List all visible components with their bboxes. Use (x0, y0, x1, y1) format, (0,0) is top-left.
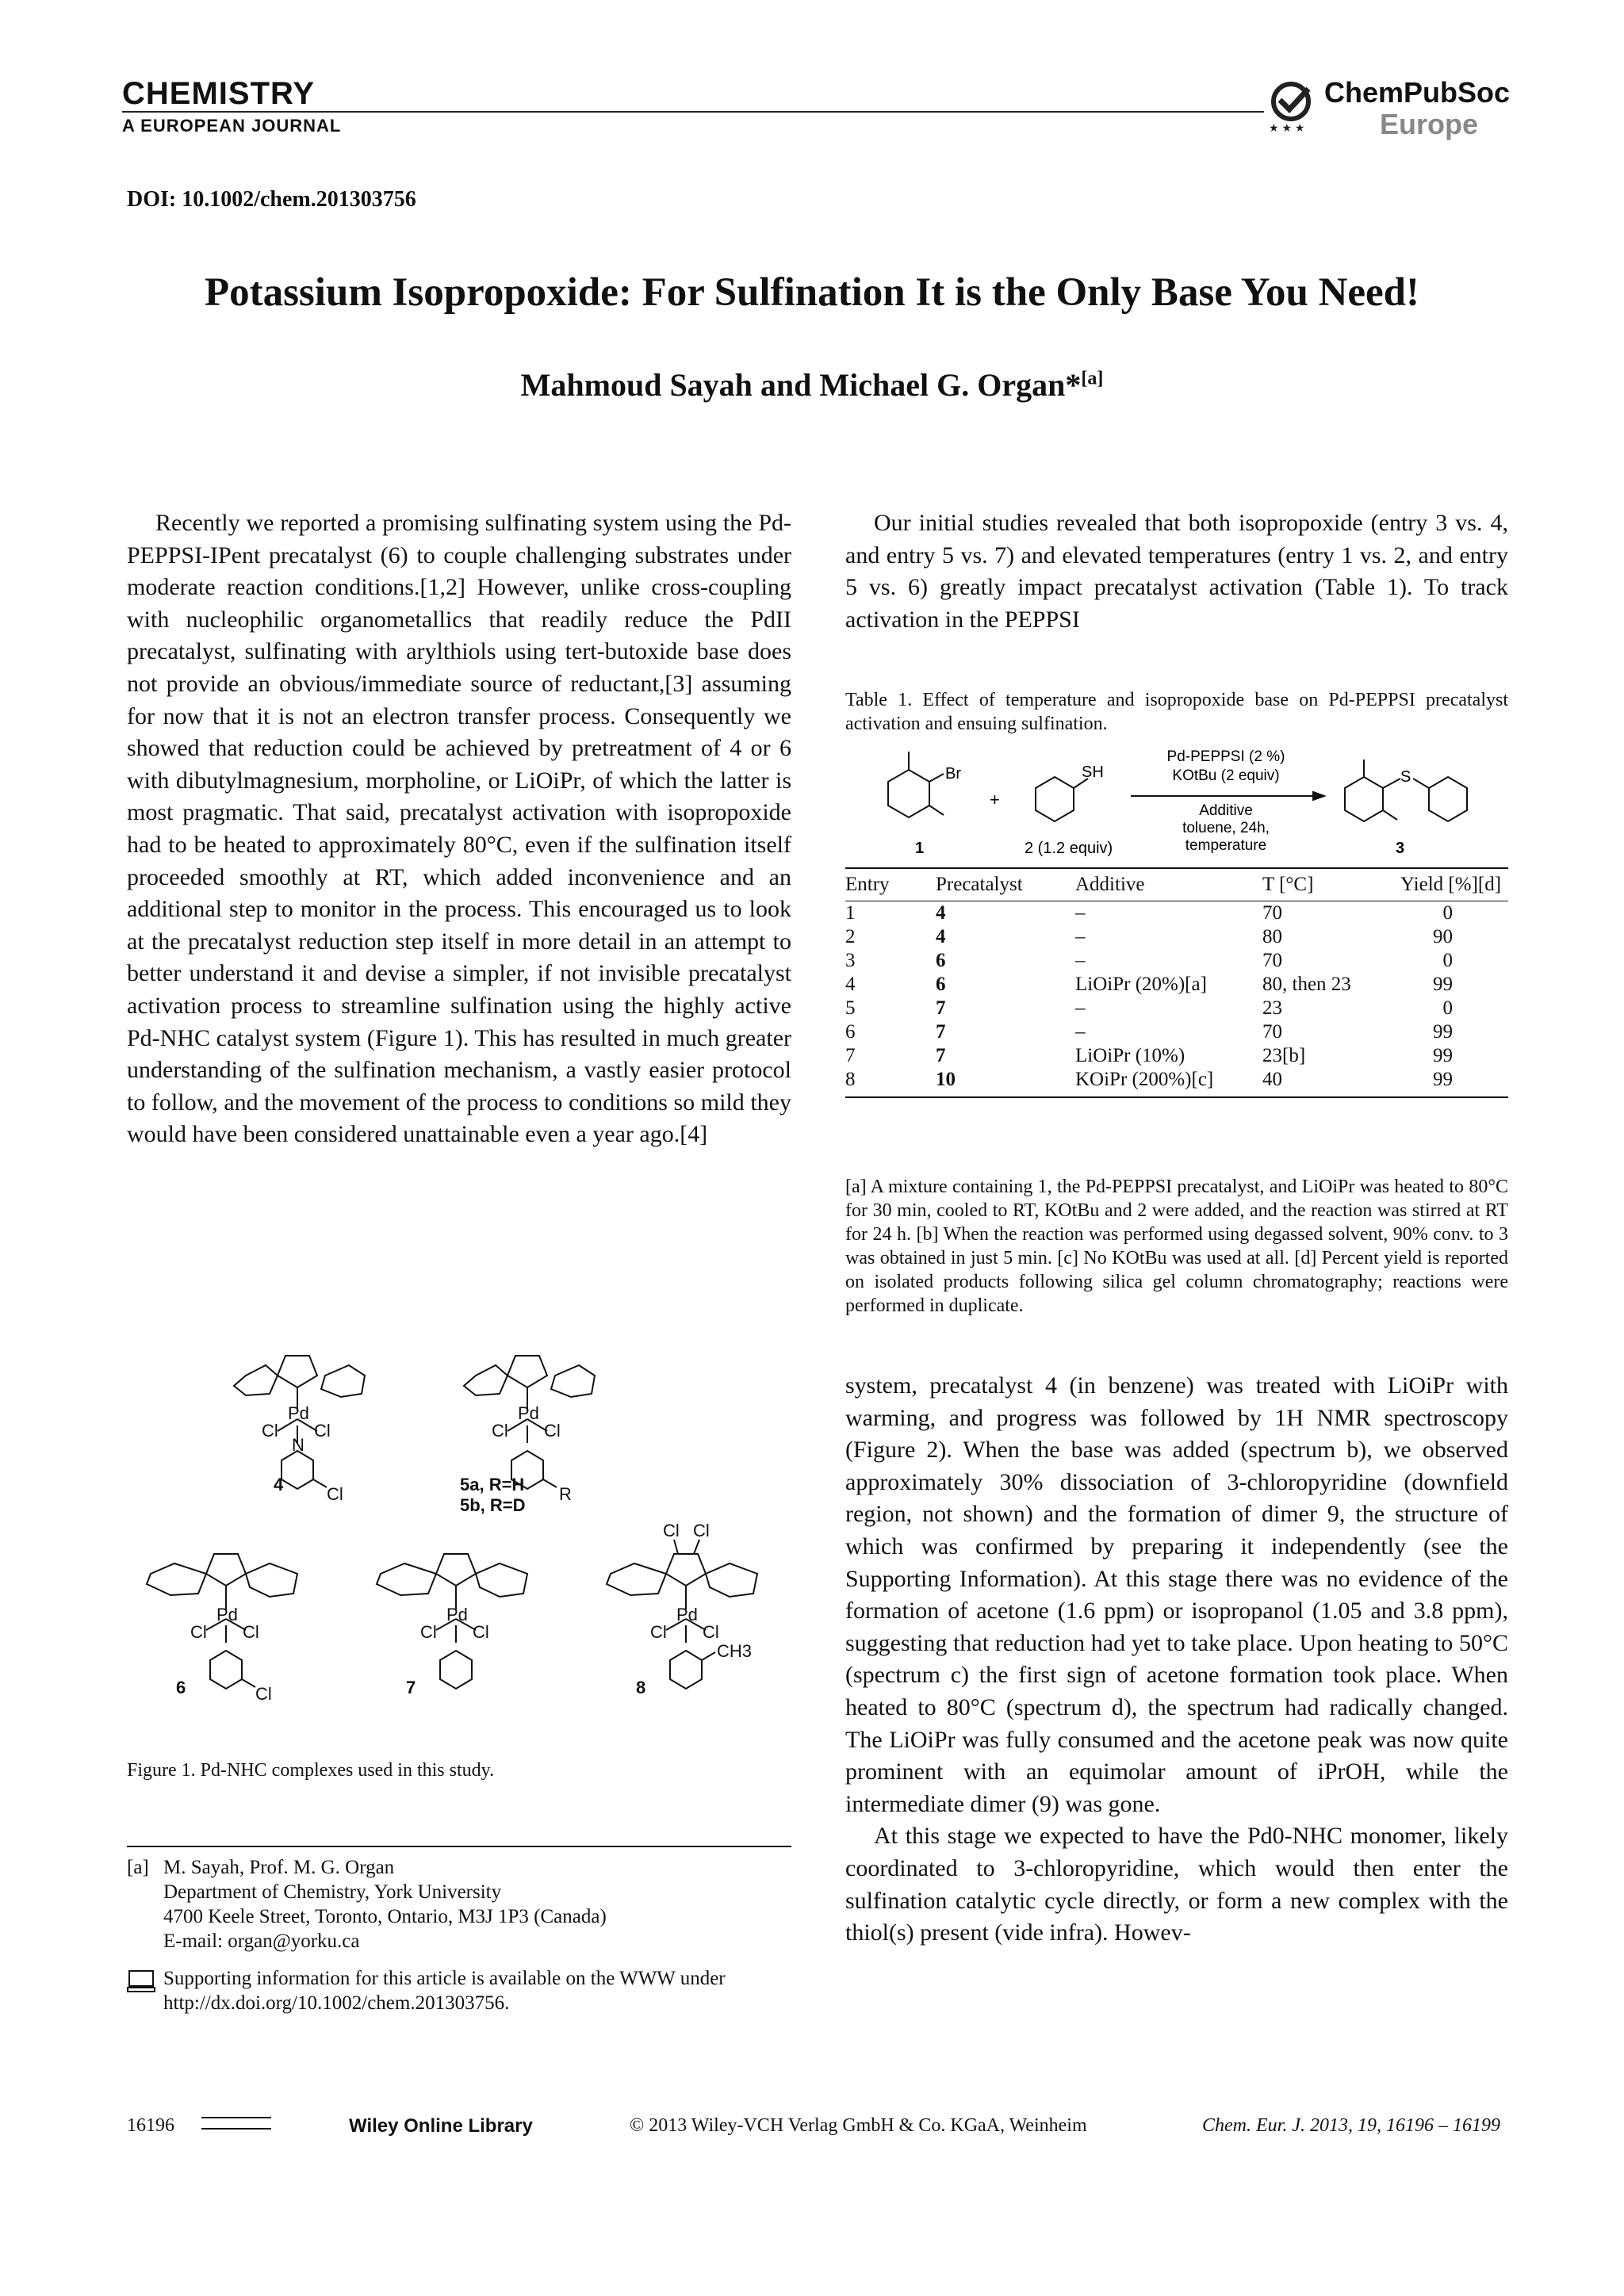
publisher-logo-subtext: Europe (1380, 108, 1479, 140)
arrow-text-2: KOtBu (2 equiv) (1172, 767, 1280, 784)
pd-label-4: Pd (288, 1403, 309, 1423)
footer-rule-bottom (201, 2128, 271, 2130)
temperature-cell: 80, then 23 (1262, 974, 1351, 995)
temperature-cell: 70 (1262, 902, 1282, 924)
precatalyst-cell: 4 (936, 902, 946, 924)
cl-label-7b: Cl (473, 1622, 489, 1642)
precatalyst-cell: 10 (936, 1069, 956, 1090)
precatalyst-cell: 6 (936, 974, 946, 995)
cl-label-8b: Cl (703, 1622, 719, 1642)
temperature-cell: 80 (1262, 926, 1282, 947)
table-row (845, 1068, 1508, 1092)
table1-header-row (845, 869, 1508, 901)
results-paragraph-1: Our initial studies revealed that both isopropoxide (entry 3 vs. 4, and entry 5 vs. 7) and elevated temperatures (entry 1 vs. 2, and entry 5 vs. 6) greatly impact precatalyst activation (Table 1). To track activation in the PEPPSI (845, 510, 1508, 633)
affiliation-address: 4700 Keele Street, Toronto, Ontario, M3J 1P3 (Canada) (163, 1906, 607, 1927)
col-header-entry: Entry (845, 874, 890, 895)
yield-cell: 99 (1433, 974, 1453, 995)
reagent-2-label: 2 (1.2 equiv) (1025, 840, 1113, 857)
cl-label-5a: Cl (492, 1421, 508, 1441)
table-row (845, 925, 1508, 949)
plus-sign: + (990, 790, 1000, 809)
article-title: Potassium Isopropoxide: For Sulfination It is the Only Base You Need! (204, 270, 1420, 315)
cl-label-5b: Cl (544, 1421, 561, 1441)
yield-cell: 0 (1442, 902, 1453, 924)
cl-label-6b: Cl (243, 1622, 259, 1642)
complex-5b-label: 5b, R=D (460, 1495, 526, 1515)
entry-cell: 7 (845, 1045, 856, 1066)
publisher-logo-text: ChemPubSoc (1324, 76, 1511, 109)
complex-7-label: 7 (406, 1678, 416, 1697)
complex-4-label: 4 (274, 1475, 284, 1494)
yield-cell: 99 (1433, 1021, 1453, 1043)
table-row (845, 997, 1508, 1020)
pd-label-6: Pd (216, 1605, 238, 1624)
table1-caption: Table 1. Effect of temperature and isopropoxide base on Pd-PEPPSI precatalyst activation and ensuing sulfination. (845, 690, 1508, 734)
affiliation-block (163, 1855, 791, 1954)
table-row (845, 973, 1508, 997)
reagent-1-label: 1 (915, 840, 925, 857)
entry-cell: 1 (845, 902, 856, 924)
temperature-cell: 70 (1262, 950, 1282, 971)
product-label: 3 (1396, 840, 1405, 857)
arrow-text-3: Additive (1199, 802, 1253, 819)
results-paragraph-3: At this stage we expected to have the Pd0-NHC monomer, likely coordinated to 3-chloropyridine, which would then enter the sulfination catalytic cycle directly, or form a new complex with the thiol(s) present (vide infra). Howev- (845, 1823, 1508, 1946)
supporting-info-note[interactable]: Supporting information for this article is available on the WWW under http://dx.doi.org/10.1002/chem.201303756. (163, 1968, 726, 2014)
methyl-label-8: CH3 (717, 1641, 753, 1661)
additive-cell: LiOiPr (20%)[a] (1075, 974, 1207, 995)
col-header-precatalyst: Precatalyst (936, 874, 1023, 895)
yield-cell: 99 (1433, 1069, 1453, 1090)
doi[interactable]: DOI: 10.1002/chem.201303756 (127, 187, 416, 212)
journal-title: CHEMISTRY (122, 76, 316, 111)
svg-text:★ ★ ★: ★ ★ ★ (1269, 121, 1305, 134)
author-names: Mahmoud Sayah and Michael G. Organ* (520, 367, 1082, 403)
temperature-cell: 40 (1262, 1069, 1282, 1090)
cl-label-7a: Cl (420, 1622, 437, 1642)
additive-cell: – (1075, 1021, 1086, 1043)
table1-footnote: [a] A mixture containing 1, the Pd-PEPPSI precatalyst, and LiOiPr was heated to 80°C for 30 min, cooled to RT, KOtBu and 2 were added, and the reaction was stirred at RT for 24 h. [b] When the reaction was performed using degassed solvent, 90% conv. to 3 was obtained in just 5 min. [c] No KOtBu was used at all. [d] Percent yield is reported on isolated products following silica gel column chromatography; reactions were performed in duplicate. (845, 1177, 1508, 1316)
col-header-temperature: T [°C] (1262, 874, 1314, 895)
header-rule (122, 111, 1264, 113)
sulfur-label: S (1400, 768, 1411, 786)
intro-paragraph: Recently we reported a promising sulfinating system using the Pd-PEPPSI-IPent precatalyst (6) to couple challenging substrates under moderate reaction conditions.[1,2] However, unlike cross-coupling with nucleophilic organometallics that readily reduce the PdII precatalyst, sulfinating with arylthiols using tert-butoxide base does not provide an obvious/immediate source of reductant,[3] assuming for now that it is not an electron transfer process. Consequently we showed that reduction could be achieved by pretreatment of 4 or 6 with dibutylmagnesium, morpholine, or LiOiPr, of which the latter is most pragmatic. That said, precatalyst activation with isopropoxide had to be heated to approximately 80°C, even if the sulfination itself proceeded smoothly at RT, which added inconvenience and an additional step to monitor in the process. This encouraged us to look at the precatalyst reduction step itself in more detail in an attempt to better understand it and devise a simpler, if not invisible precatalyst activation process to streamline sulfination using the highly active Pd-NHC catalyst system (Figure 1). This has resulted in much greater understanding of the sulfination mechanism, a vastly easier protocol to follow, and the movement of the process to conditions so mild they would have been considered unattainable even a year ago.[4] (127, 510, 791, 1148)
yield-cell: 0 (1442, 997, 1453, 1019)
additive-cell: – (1075, 926, 1086, 947)
arrow-text-1: Pd-PEPPSI (2 %) (1166, 748, 1285, 765)
r-label-5: R (559, 1484, 572, 1504)
author-affil-mark: [a] (1081, 368, 1104, 389)
temperature-cell: 23 (1262, 997, 1282, 1019)
figure1-caption: Figure 1. Pd-NHC complexes used in this study. (127, 1760, 495, 1781)
entry-cell: 3 (845, 950, 856, 971)
arrow-text-5: temperature (1185, 837, 1267, 854)
temperature-cell: 23[b] (1262, 1045, 1306, 1066)
cl-label-4c: Cl (327, 1484, 343, 1504)
reagent-1-structure (888, 752, 944, 817)
additive-cell: – (1075, 997, 1086, 1019)
additive-cell: – (1075, 950, 1086, 971)
journal-subtitle: A EUROPEAN JOURNAL (122, 116, 342, 136)
yield-cell: 90 (1433, 926, 1453, 947)
precatalyst-cell: 7 (936, 997, 946, 1019)
wiley-online-library[interactable]: Wiley Online Library (349, 2115, 533, 2137)
precatalyst-cell: 7 (936, 1045, 946, 1066)
copyright: © 2013 Wiley-VCH Verlag GmbH & Co. KGaA, Weinheim (630, 2115, 1087, 2136)
affiliation-email[interactable]: E-mail: organ@yorku.ca (163, 1931, 360, 1952)
additive-cell: LiOiPr (10%) (1075, 1045, 1185, 1066)
yield-cell: 99 (1433, 1045, 1453, 1066)
pd-label-7: Pd (446, 1605, 468, 1624)
precatalyst-cell: 4 (936, 926, 946, 947)
bromo-label: Br (945, 765, 961, 783)
footer-rule-top (201, 2117, 271, 2118)
cl-label-6a: Cl (190, 1622, 207, 1642)
affiliation-marker: [a] (127, 1857, 149, 1878)
entry-cell: 4 (845, 974, 856, 995)
authors (0, 366, 1624, 404)
yield-cell: 0 (1442, 950, 1453, 971)
additive-cell: KOiPr (200%)[c] (1075, 1069, 1214, 1090)
cl-label-6c: Cl (255, 1684, 272, 1704)
precatalyst-cell: 7 (936, 1021, 946, 1043)
affiliation-rule (127, 1846, 791, 1847)
cl-label-8d: Cl (693, 1521, 710, 1540)
table-row (845, 949, 1508, 973)
table-row (845, 901, 1508, 926)
pd-label-5: Pd (518, 1403, 539, 1423)
complex-8-label: 8 (636, 1678, 646, 1697)
table1-reaction-scheme (845, 742, 1508, 861)
entry-cell: 8 (845, 1069, 856, 1090)
thiol-label: SH (1082, 763, 1104, 781)
affiliation-dept: Department of Chemistry, York University (163, 1881, 502, 1903)
table-row (845, 1020, 1508, 1044)
cl-label-4b: Cl (314, 1421, 331, 1441)
entry-cell: 2 (845, 926, 856, 947)
arrow-text-4: toluene, 24h, (1182, 820, 1270, 836)
page-number: 16196 (127, 2115, 174, 2136)
complex-5a-label: 5a, R=H (460, 1475, 525, 1494)
computer-icon (127, 1969, 155, 1993)
col-header-yield: Yield [%][d] (1400, 874, 1502, 895)
results-paragraph-2: system, precatalyst 4 (in benzene) was treated with LiOiPr with warming, and progress was followed by 1H NMR spectroscopy (Figure 2). When the base was added (spectrum b), we observed approximately 30% dissociation of 3-chloropyridine (downfield region, not shown) and the formation of dimer 9, the structure of which was confirmed by preparing it independently (see the Supporting Information). At this stage there was no evidence of the formation of acetone (1.6 ppm) or isopropanol (1.05 and 3.8 ppm), suggesting that reduction had yet to take place. Upon heating to 50°C (spectrum c) the first sign of acetone formation took place. When heated to 80°C (spectrum d), the spectrum had radically changed. The LiOiPr was fully consumed and the acetone peak was now quite prominent with an equimolar amount of iPrOH, while the intermediate dimer (9) was gone. (845, 1372, 1508, 1817)
complex-6-label: 6 (176, 1678, 186, 1697)
precatalyst-cell: 6 (936, 950, 946, 971)
affiliation-names: M. Sayah, Prof. M. G. Organ (163, 1857, 395, 1878)
col-header-additive: Additive (1075, 874, 1145, 895)
reaction-arrow (1131, 792, 1324, 800)
reagent-2-structure (1036, 777, 1088, 821)
cl-label-8a: Cl (650, 1622, 667, 1642)
table1 (845, 867, 1508, 1098)
n-label-4: N (292, 1435, 304, 1455)
right-column-text-bottom (845, 1370, 1508, 1950)
cl-label-8c: Cl (663, 1521, 680, 1540)
additive-cell: – (1075, 902, 1086, 924)
entry-cell: 6 (845, 1021, 856, 1043)
chempubsoc-logo-icon (1267, 78, 1320, 135)
entry-cell: 5 (845, 997, 856, 1019)
right-column-text-top (845, 507, 1508, 636)
pd-label-8: Pd (676, 1605, 698, 1624)
citation: Chem. Eur. J. 2013, 19, 16196 – 16199 (1202, 2115, 1500, 2136)
left-column-text (127, 507, 791, 1151)
figure1-complexes (127, 1332, 793, 1760)
cl-label-4a: Cl (262, 1421, 278, 1441)
temperature-cell: 70 (1262, 1021, 1282, 1043)
table-row (845, 1044, 1508, 1068)
